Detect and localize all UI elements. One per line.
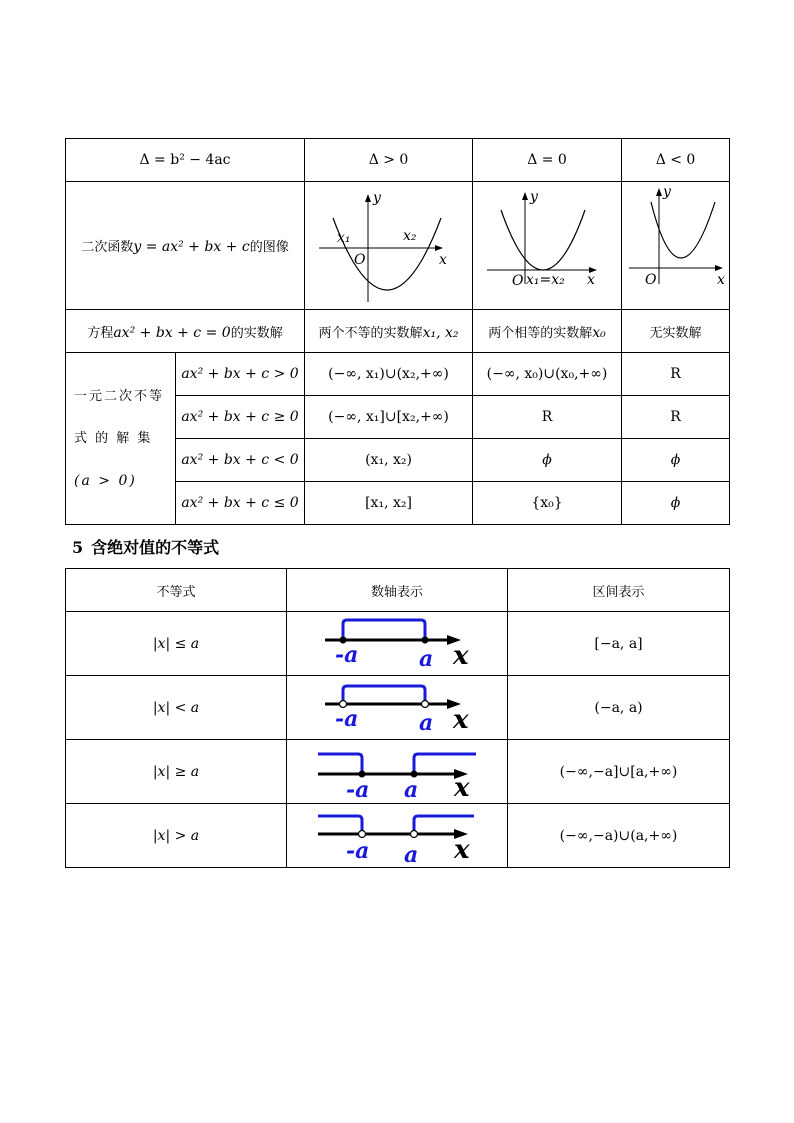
abs-interval-le: [−a, a] xyxy=(508,612,730,676)
col-interval-header: 区间表示 xyxy=(508,569,730,612)
numberline-lt xyxy=(287,676,508,740)
abs-ineq-le: |x| ≤ a xyxy=(66,612,287,676)
svg-text:x₁: x₁ xyxy=(336,229,351,246)
inequality-gt: ax² + bx + c > 0 xyxy=(176,353,305,396)
discriminant-header: Δ = b² − 4ac xyxy=(66,139,305,182)
quadratic-table xyxy=(65,138,730,525)
svg-text:x₂: x₂ xyxy=(402,227,417,244)
solution-ge-zero: R xyxy=(473,396,622,439)
solution-ge-pos: (−∞, x₁]∪[x₂,+∞) xyxy=(305,396,473,439)
roots-none: 无实数解 xyxy=(622,310,730,353)
inequality-le: ax² + bx + c ≤ 0 xyxy=(176,482,305,525)
solution-gt-pos: (−∞, x₁)∪(x₂,+∞) xyxy=(305,353,473,396)
numberline-gt xyxy=(287,804,508,868)
solution-ge-neg: R xyxy=(622,396,730,439)
svg-text:x: x xyxy=(453,640,469,671)
svg-text:a: a xyxy=(419,645,434,672)
case-pos-header: Δ > 0 xyxy=(305,139,473,182)
svg-text:a: a xyxy=(404,776,419,802)
numberline-closed-interval xyxy=(317,614,477,674)
roots-two-equal: 两个相等的实数解x₀ xyxy=(473,310,622,353)
numberline-ge xyxy=(287,740,508,804)
svg-text:a: a xyxy=(404,841,419,866)
abs-ineq-gt: |x| > a xyxy=(66,804,287,868)
solution-lt-neg: ϕ xyxy=(622,439,730,482)
abs-interval-ge: (−∞,−a]∪[a,+∞) xyxy=(508,740,730,804)
abs-interval-lt: (−a, a) xyxy=(508,676,730,740)
absolute-value-table xyxy=(65,568,730,868)
svg-text:-a: -a xyxy=(335,705,359,732)
svg-text:y: y xyxy=(529,188,538,205)
graph-one-root xyxy=(473,182,622,310)
inequality-lt: ax² + bx + c < 0 xyxy=(176,439,305,482)
svg-text:x: x xyxy=(716,271,725,288)
svg-text:-a: -a xyxy=(335,641,359,668)
graph-two-roots xyxy=(305,182,473,310)
parabola-one-root-graph xyxy=(475,184,620,308)
svg-text:O: O xyxy=(644,271,656,288)
svg-text:x: x xyxy=(454,834,470,865)
solution-lt-pos: (x₁, x₂) xyxy=(305,439,473,482)
graph-no-root xyxy=(622,182,730,310)
parabola-no-root-graph xyxy=(623,184,729,308)
svg-text:x: x xyxy=(586,271,595,288)
svg-text:y: y xyxy=(662,183,671,200)
case-zero-header: Δ = 0 xyxy=(473,139,622,182)
numberline-open-interval xyxy=(317,678,477,738)
svg-text:a: a xyxy=(419,709,434,736)
svg-text:O: O xyxy=(511,272,523,289)
svg-text:-a: -a xyxy=(346,837,370,864)
col-inequality-header: 不等式 xyxy=(66,569,287,612)
abs-interval-gt: (−∞,−a)∪(a,+∞) xyxy=(508,804,730,868)
roots-two-distinct: 两个不等的实数解x₁, x₂ xyxy=(305,310,473,353)
abs-ineq-ge: |x| ≥ a xyxy=(66,740,287,804)
svg-text:x: x xyxy=(454,772,470,802)
inequality-ge: ax² + bx + c ≥ 0 xyxy=(176,396,305,439)
col-numberline-header: 数轴表示 xyxy=(287,569,508,612)
solution-gt-zero: (−∞, x₀)∪(x₀,+∞) xyxy=(473,353,622,396)
solution-gt-neg: R xyxy=(622,353,730,396)
svg-text:x: x xyxy=(438,251,447,268)
abs-ineq-lt: |x| < a xyxy=(66,676,287,740)
section-title: 5 含绝对值的不等式 xyxy=(72,538,220,557)
svg-text:x₁=x₂: x₁=x₂ xyxy=(525,271,565,288)
svg-text:-a: -a xyxy=(346,776,370,802)
solution-le-neg: ϕ xyxy=(622,482,730,525)
case-neg-header: Δ < 0 xyxy=(622,139,730,182)
parabola-two-roots-graph xyxy=(309,184,469,308)
inequality-solution-set-label: 一元二次不等 式 的 解 集 (a > 0) xyxy=(66,353,176,525)
svg-text:x: x xyxy=(453,704,469,735)
svg-text:O: O xyxy=(353,251,365,268)
roots-row-label: 方程ax² + bx + c = 0的实数解 xyxy=(66,310,305,353)
svg-text:y: y xyxy=(372,189,381,206)
numberline-closed-outside xyxy=(314,742,480,802)
graph-row-label: 二次函数y = ax² + bx + c的图像 xyxy=(66,182,305,310)
solution-le-pos: [x₁, x₂] xyxy=(305,482,473,525)
solution-lt-zero: ϕ xyxy=(473,439,622,482)
numberline-open-outside xyxy=(314,806,480,866)
numberline-le xyxy=(287,612,508,676)
solution-le-zero: {x₀} xyxy=(473,482,622,525)
